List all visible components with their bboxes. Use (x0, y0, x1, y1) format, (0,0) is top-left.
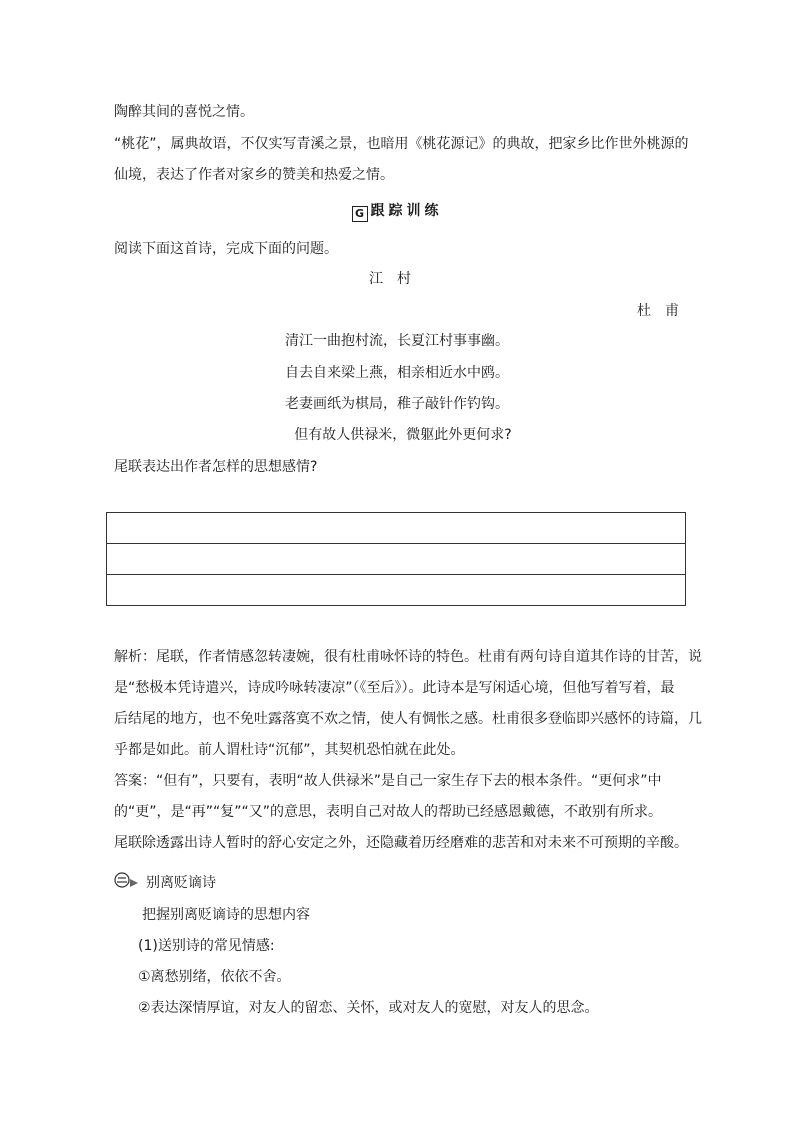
poem-line-3: 老妻画纸为棋局，稚子敲针作钓钩。 (285, 396, 509, 412)
poem-line-1: 清江一曲抱村流，长夏江村事事幽。 (285, 333, 509, 349)
section2-item-2: ②表达深情厚谊，对友人的留恋、关怀，或对友人的宽慰，对友人的思念。 (138, 1000, 599, 1016)
analysis-line-4: 乎都是如此。前人谓杜诗“沉郁”，其契机恐怕就在此处。 (114, 742, 465, 758)
answer-row-2[interactable] (107, 544, 685, 575)
numeral-two-arrow-icon (114, 872, 140, 888)
section2-title: 别离贬谪诗 (146, 875, 216, 891)
answer-line-1: 答案：“但有”，只要有，表明“故人供禄米”是自己一家生存下去的根本条件。“更何求”中 (114, 773, 662, 789)
intro-line-2: “桃花”，属典故语，不仅实写青溪之景，也暗用《桃花源记》的典故，把家乡比作世外桃源的 (114, 136, 689, 152)
analysis-line-2: 是“愁极本凭诗遣兴，诗成吟咏转凄凉”（《至后》）。此诗本是写闲适心境，但他写着写着，最 (114, 680, 675, 696)
intro-line-3: 仙境，表达了作者对家乡的赞美和热爱之情。 (114, 167, 394, 183)
question: 尾联表达出作者怎样的思想感情? (114, 459, 318, 475)
section2-item-1: ①离愁别绪，依依不舍。 (138, 969, 291, 985)
section-heading (0, 202, 794, 222)
answer-line-3: 尾联除透露出诗人暂时的舒心安定之外，还隐藏着历经磨难的悲苦和对未来不可预期的辛酸。 (114, 835, 688, 851)
analysis-line-3: 后结尾的地方，也不免吐露落寞不欢之情，使人有惆怅之感。杜甫很多登临即兴感怀的诗篇，几 (114, 711, 702, 727)
section2-subtitle: 把握别离贬谪诗的思想内容 (142, 907, 310, 923)
answer-line-2: 的“更”，是“再”“复”“又”的意思，表明自己对故人的帮助已经感恩戴德，不敢别有所求。 (114, 804, 663, 820)
intro-line-1: 陶醉其间的喜悦之情。 (114, 104, 254, 120)
poem-line-4: 但有故人供禄米，微躯此外更何求? (294, 427, 512, 443)
poem-line-2: 自去自来梁上燕，相亲相近水中鸥。 (285, 365, 509, 381)
poem-title: 江村 (369, 271, 425, 287)
answer-row-3[interactable] (107, 575, 685, 606)
poem-author: 杜甫 (637, 303, 693, 319)
answer-row-1[interactable] (107, 513, 685, 544)
analysis-line-1: 解析：尾联，作者情感忽转凄婉，很有杜甫咏怀诗的特色。杜甫有两句诗自道其作诗的甘苦，说 (114, 649, 702, 665)
section-heading-text: 跟踪训练 (370, 203, 443, 219)
task-instruction: 阅读下面这首诗，完成下面的问题。 (114, 241, 338, 257)
g-badge-icon: G (352, 206, 368, 222)
answer-box[interactable] (106, 512, 686, 606)
section2-point-1: (1)送别诗的常见情感: (138, 938, 275, 954)
